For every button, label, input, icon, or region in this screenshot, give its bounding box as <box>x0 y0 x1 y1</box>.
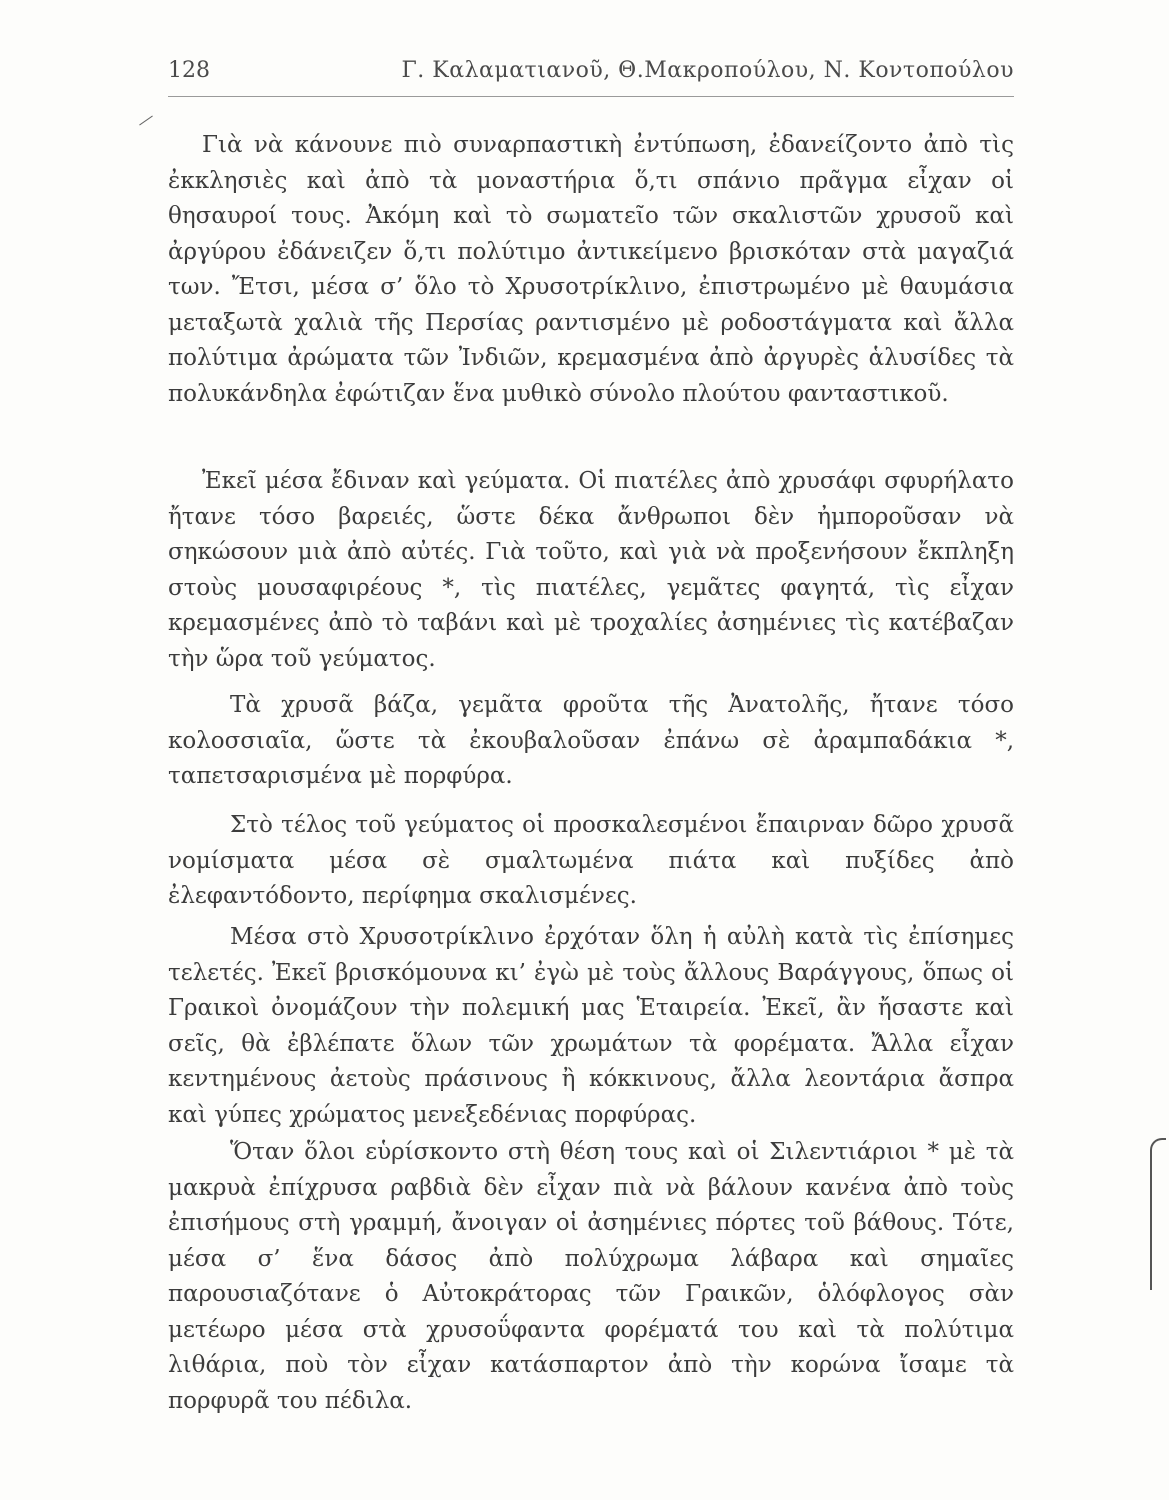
page-header <box>168 58 1014 98</box>
paragraph-4: Στὸ τέλος τοῦ γεύματος οἱ προσκαλεσμένοι ἔπαιρναν δῶρο χρυσᾶ νομίσματα μέσα σὲ σμαλτωμένα πιάτα καὶ πυξίδες ἀπὸ ἐλεφαντόδοντο, περίφημα σκαλισμένες. <box>168 812 1014 909</box>
paragraph-1: Γιὰ νὰ κάνουνε πιὸ συναρπαστικὴ ἐντύπωση, ἐδανείζοντο ἀπὸ τὶς ἐκκλησιὲς καὶ ἀπὸ τὰ μοναστήρια ὅ,τι σπάνιο πρᾶγμα εἶχαν οἱ θησαυροί τους. Ἀκόμη καὶ τὸ σωματεῖο τῶν σκαλιστῶν χρυσοῦ καὶ ἀργύρου ἐδάνειζεν ὅ,τι πολύτιμο ἀντικείμενο βρισκόταν στὰ μαγαζιά των. Ἔτσι, μέσα σ’ ὅλο τὸ Χρυσοτρίκλινο, ἐπιστρωμένο μὲ θαυμάσια μεταξωτὰ χαλιὰ τῆς Περσίας ραντισμένο μὲ ροδοστάγματα καὶ ἄλλα πολύτιμα ἀρώματα τῶν Ἰνδιῶν, κρεμασμένα ἀπὸ ἀργυρὲς ἁλυσίδες τὰ πολυκάνδηλα ἐφώτιζαν ἕνα μυθικὸ σύνολο πλούτου φανταστικοῦ. <box>168 132 1014 407</box>
margin-mark <box>139 116 153 126</box>
running-head: Γ. Καλαματιανοῦ, Θ.Μακροπούλου, Ν. Κοντοπούλου <box>401 58 1014 83</box>
paragraph-6: Ὅταν ὅλοι εὑρίσκοντο στὴ θέση τους καὶ οἱ Σιλεντιάριοι * μὲ τὰ μακρυὰ ἐπίχρυσα ραβδιὰ δὲν εἶχαν πιὰ νὰ βάλουν κανένα ἀπὸ τοὺς ἐπισήμους στὴ γραμμή, ἄνοιγαν οἱ ἀσημένιες πόρτες τοῦ βάθους. Τότε, μέσα σ’ ἕνα δάσος ἀπὸ πολύχρωμα λάβαρα καὶ σημαῖες παρουσιαζότανε ὁ Αὐτοκράτορας τῶν Γραικῶν, ὁλόφλογος σὰν μετέωρο μέσα στὰ χρυσοΰφαντα φορέματά του καὶ τὰ πολύτιμα λιθάρια, ποὺ τὸν εἶχαν κατάσπαρτον ἀπὸ τὴν κορώνα ἴσαμε τὰ πορφυρᾶ του πέδιλα. <box>168 1139 1014 1414</box>
margin-bracket <box>1150 1138 1166 1290</box>
paragraph-2: Ἐκεῖ μέσα ἔδιναν καὶ γεύματα. Οἱ πιατέλες ἀπὸ χρυσάφι σφυρήλατο ἤτανε τόσο βαρειές, ὥστε δέκα ἄνθρωποι δὲν ἠμποροῦσαν νὰ σηκώσουν μιὰ ἀπὸ αὐτές. Γιὰ τοῦτο, καὶ γιὰ νὰ προξενήσουν ἔκπληξη στοὺς μουσαφιρέους *, τὶς πιατέλες, γεμᾶτες φαγητά, τὶς εἶχαν κρεμασμένες ἀπὸ τὸ ταβάνι καὶ μὲ τροχαλίες ἀσημένιες τὶς κατέβαζαν τὴν ὥρα τοῦ γεύματος. <box>168 468 1014 672</box>
page-number: 128 <box>168 58 210 83</box>
paragraph-5: Μέσα στὸ Χρυσοτρίκλινο ἐρχόταν ὅλη ἡ αὐλὴ κατὰ τὶς ἐπίσημες τελετές. Ἐκεῖ βρισκόμουνα κι’ ἐγὼ μὲ τοὺς ἄλλους Βαράγγους, ὅπως οἱ Γραικοὶ ὀνομάζουν τὴν πολεμική μας Ἑταιρεία. Ἐκεῖ, ἂν ἤσαστε καὶ σεῖς, θὰ ἐβλέπατε ὅλων τῶν χρωμάτων τὰ φορέματα. Ἄλλα εἶχαν κεντημένους ἀετοὺς πράσινους ἢ κόκκινους, ἄλλα λεοντάρια ἄσπρα καὶ γύπες χρώματος μενεξεδένιας πορφύρας. <box>168 924 1014 1128</box>
header-rule <box>168 96 1014 97</box>
paragraph-3: Τὰ χρυσᾶ βάζα, γεμᾶτα φροῦτα τῆς Ἀνατολῆς, ἤτανε τόσο κολοσσιαῖα, ὥστε τὰ ἐκουβαλοῦσαν ἐπάνω σὲ ἀραμπαδάκια *, ταπετσαρισμένα μὲ πορφύρα. <box>168 692 1014 789</box>
